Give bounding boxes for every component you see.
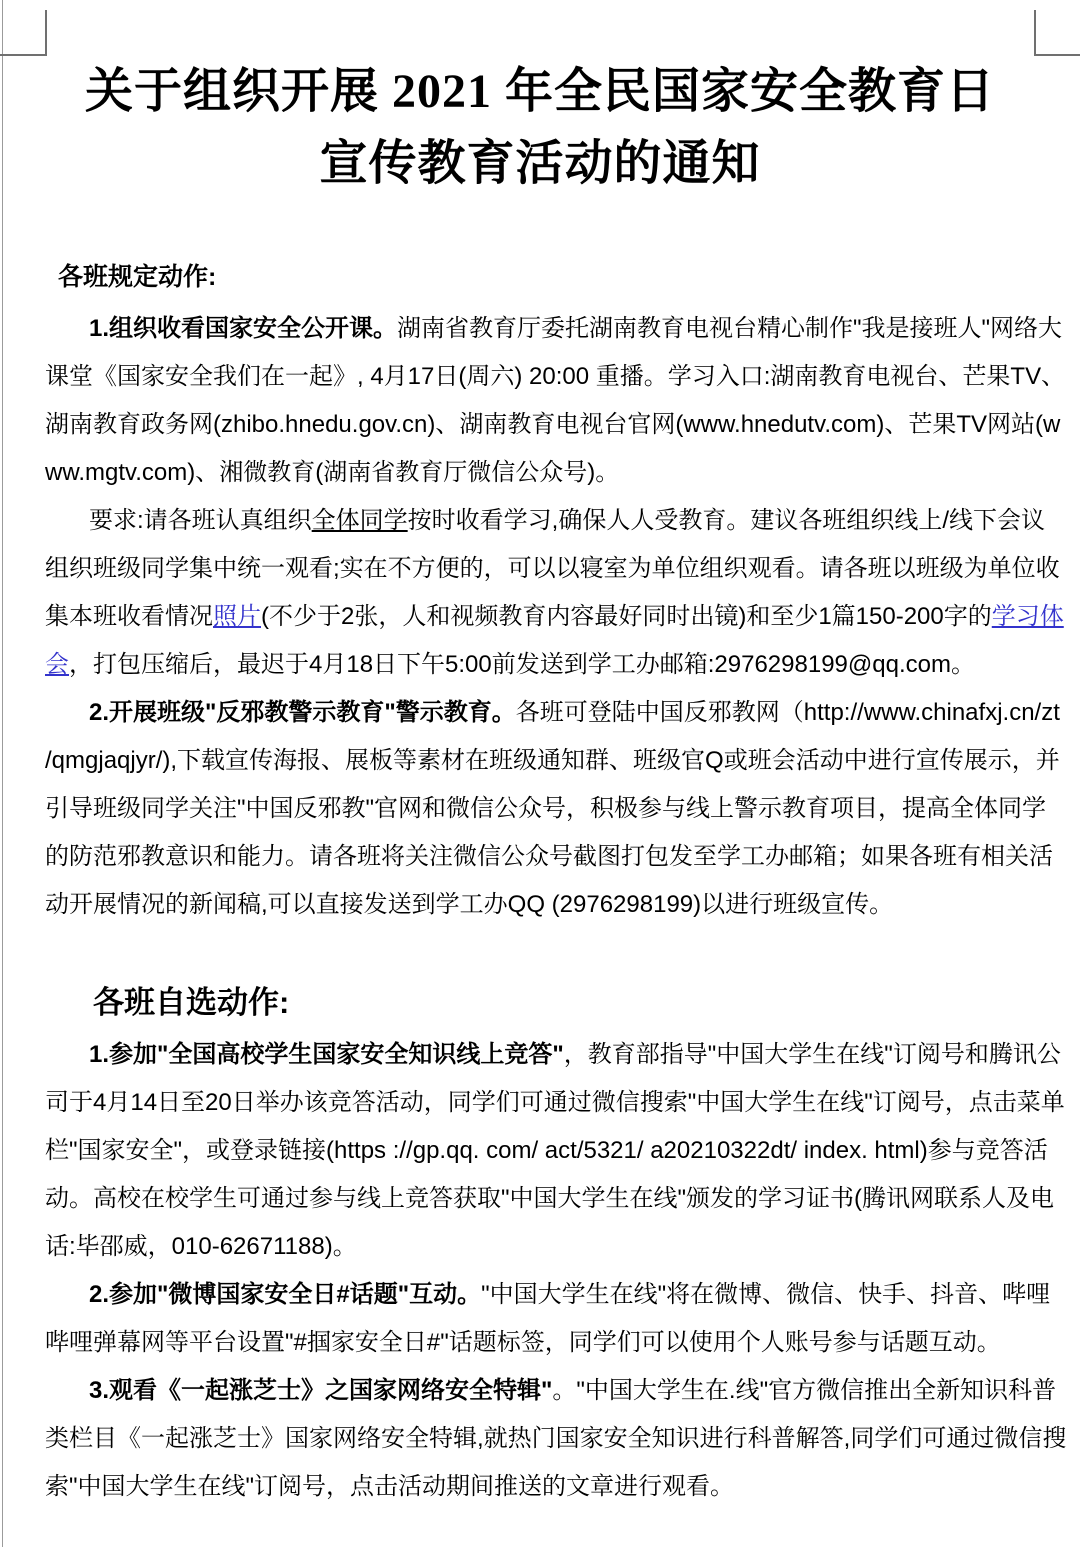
text-run: 动。高校在校学生可通过参与线上竞答获取"中国大学生在线"颁发的学习证书(腾讯网联系人及电: [45, 1185, 1055, 1212]
text-run: /qmgjaqjyr/),下载宣传海报、展板等素材在班级通知群、班级官Q或班会活动中进行宣传展示，并: [45, 747, 1060, 774]
text-line: [45, 881, 1035, 929]
text-run: (不少于2张，人和视频教育内容最好同时出镜)和至少1篇150-200字的: [261, 603, 992, 630]
text-line: [45, 1223, 1035, 1271]
text-line: [45, 1319, 1035, 1367]
text-line: [45, 1463, 1035, 1511]
text-run: 司于4月14日至20日举办该竞答活动，同学们可通过微信搜索"中国大学生在线"订阅号，点击菜单: [45, 1089, 1065, 1116]
text-line: [45, 785, 1047, 833]
document-title: [45, 56, 1035, 200]
text-run: 栏"国家安全"，或登录链接(https ://gp.qq. com/ act/5321/ a20210322dt/ index. html)参与竞答活: [45, 1137, 1048, 1164]
text-run: 。"中国大学生在.线"官方微信推出全新知识科普: [552, 1377, 1057, 1404]
text-run: 组织班级同学集中统一观看;实在不方便的，可以以寝室为单位组织观看。请各班以班级为单位收: [45, 555, 1060, 582]
text-run: 要求:请各班认真组织: [89, 507, 312, 534]
document-body: [45, 253, 1067, 1511]
text-run: 2.参加"微博国家安全日#话题"互动。: [89, 1281, 482, 1308]
text-line: [45, 1127, 1048, 1175]
text-run: "中国大学生在线"将在微博、微信、快手、抖音、哔哩: [481, 1281, 1051, 1308]
text-line: [45, 689, 1060, 737]
text-run: 湖南省教育厅委托湖南教育电视台精心制作"我是接班人"网络大: [397, 315, 1063, 342]
text-line: [45, 641, 1035, 689]
text-run: 动开展情况的新闻稿,可以直接发送到学工办QQ (2976298199)以进行班级宣传。: [45, 891, 894, 918]
page-edge-line: [2, 0, 3, 1547]
text-line: [45, 401, 1061, 449]
text-run: 集本班收看情况: [45, 603, 213, 630]
text-run: 的防范邪教意识和能力。请各班将关注微信公众号截图打包发至学工办邮箱；如果各班有相关活: [45, 843, 1053, 870]
text-run: 引导班级同学关注"中国反邪教"官网和微信公众号，积极参与线上警示教育项目，提高全体同学: [45, 795, 1047, 822]
text-run: 课堂《国家安全我们在一起》, 4月17日(周六) 20:00 重播。学习入口:湖南教育电视台、芒果TV、: [45, 363, 1066, 390]
text-run: 索"中国大学生在线"订阅号，点击活动期间推送的文章进行观看。: [45, 1473, 735, 1500]
text-line: [45, 1367, 1057, 1415]
text-run: 类栏目《一起涨芝士》国家网络安全特辑,就热门国家安全知识进行科普解答,同学们可通过微信搜: [45, 1425, 1067, 1452]
text-run: 话:毕邵威，010-62671188)。: [45, 1233, 357, 1260]
text-run: 3.观看《一起涨芝士》之国家网络安全特辑": [89, 1377, 553, 1404]
hyperlink[interactable]: 学习体: [991, 603, 1064, 630]
text-line: [45, 1271, 1051, 1319]
text-line: [45, 353, 1066, 401]
text-line: [45, 1031, 1061, 1079]
hyperlink[interactable]: 照片: [213, 603, 261, 630]
blank-line: [45, 929, 1035, 979]
text-line: [45, 545, 1060, 593]
text-run: ww.mgtv.com)、湘微教育(湖南省教育厅微信公众号)。: [45, 459, 620, 486]
text-run: 1.参加"全国高校学生国家安全知识线上竞答": [89, 1041, 564, 1068]
margin-crop-mark-top-left: [0, 10, 47, 56]
text-line: [45, 449, 1035, 497]
text-run: ，教育部指导"中国大学生在线"订阅号和腾讯公: [563, 1041, 1061, 1068]
text-line: [45, 497, 1046, 545]
text-line: [45, 1079, 1065, 1127]
text-line: [45, 737, 1060, 785]
section-heading: 各班规定动作:: [58, 263, 217, 291]
text-run: 2.开展班级"反邪教警示教育"警示教育。: [89, 699, 516, 726]
text-line: [45, 305, 1063, 353]
text-run: 按时收看学习,确保人人受教育。建议各班组织线上/线下会议: [407, 507, 1046, 534]
text-run: 1.组织收看国家安全公开课。: [89, 315, 398, 342]
section-heading: 各班自选动作:: [93, 985, 290, 1020]
text-line: [45, 593, 1064, 641]
text-line: [45, 1415, 1067, 1463]
text-run: ，打包压缩后，最迟于4月18日下午5:00前发送到学工办邮箱:2976298199@qq.com。: [69, 651, 975, 678]
text-run: 哔哩弹幕网等平台设置"#掴家安全日#"话题标签，同学们可以使用个人账号参与话题互动。: [45, 1329, 1001, 1356]
text-run: 各班可登陆中国反邪教网（http://www.chinafxj.cn/zt: [515, 699, 1060, 726]
text-run: 全体同学: [311, 507, 408, 534]
hyperlink[interactable]: 会: [45, 651, 69, 678]
text-line: [45, 1175, 1055, 1223]
text-run: 湖南教育政务网(zhibo.hnedu.gov.cn)、湖南教育电视台官网(www.hnedutv.com)、芒果TV网站(w: [45, 411, 1061, 438]
text-line: [45, 833, 1053, 881]
margin-crop-mark-top-right: [1034, 10, 1080, 56]
document-title-line-1: 关于组织开展 2021 年全民国家安全教育日: [84, 65, 995, 118]
document-title-line-2: 宣传教育活动的通知: [319, 137, 761, 190]
